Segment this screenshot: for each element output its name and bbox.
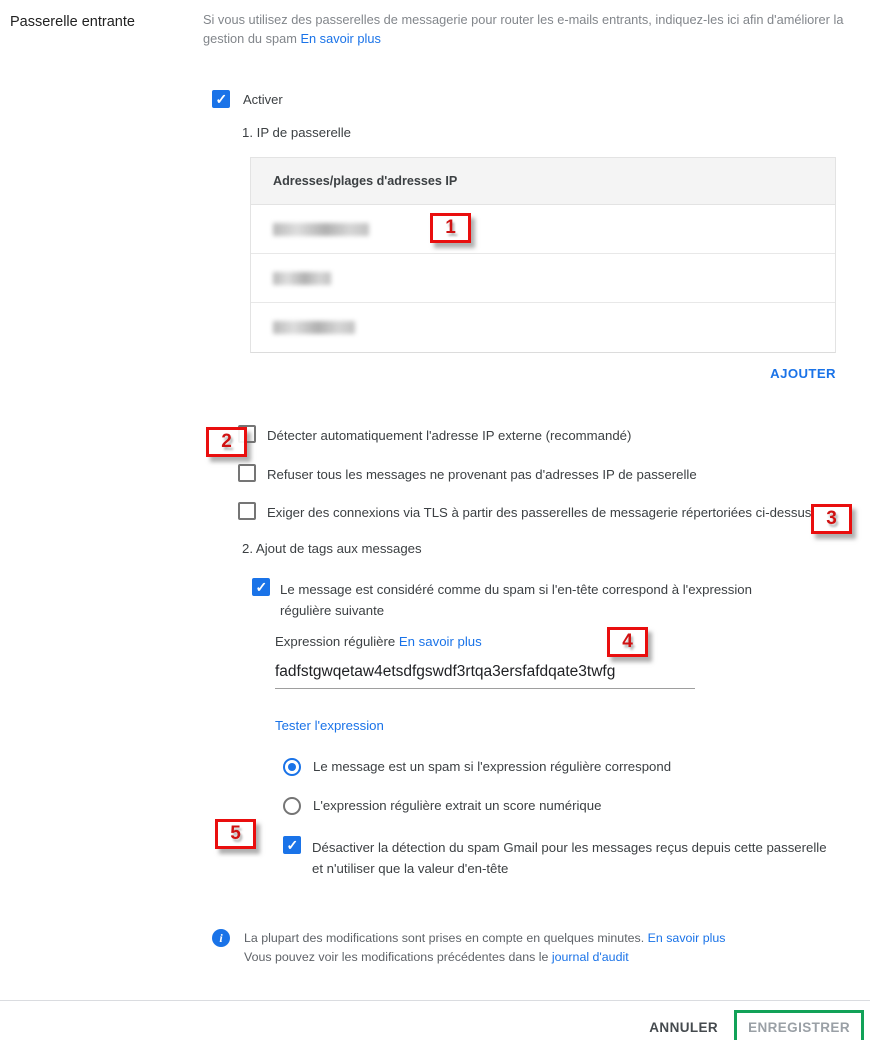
redacted-ip-value <box>273 321 355 334</box>
regex-input[interactable] <box>275 659 695 689</box>
spam-header-checkbox[interactable] <box>252 578 270 596</box>
test-expression-row <box>275 718 853 733</box>
option-label: Refuser tous les messages ne provenant pas d'adresses IP de passerelle <box>267 466 697 482</box>
save-button-highlight <box>734 1010 864 1040</box>
disable-gmail-spam-label: Désactiver la détection du spam Gmail pour les messages reçus depuis cette passerelle et n'utiliser que la valeur d'en-tête <box>312 839 827 877</box>
description-text: Si vous utilisez des passerelles de messagerie pour router les e-mails entrants, indiquez-les ici afin d'améliorer la gestion du spam <box>203 12 844 47</box>
gateway-options <box>238 425 853 523</box>
info-icon: i <box>212 929 230 947</box>
page-title: Passerelle entrante <box>10 14 135 30</box>
spam-if-match-radio[interactable] <box>283 758 301 776</box>
spam-header-label: Le message est considéré comme du spam si l'en-tête correspond à l'expression régulière suivante <box>280 581 752 618</box>
radio-spam-if-match <box>283 758 853 776</box>
enable-label: Activer <box>243 91 283 107</box>
regex-mode-radio-group <box>283 758 853 815</box>
footer-actions <box>0 1001 870 1040</box>
add-row <box>203 366 836 381</box>
disable-gmail-spam-row <box>283 836 853 879</box>
annotation-badge-1: 1 <box>430 213 471 243</box>
save-button[interactable]: ENREGISTRER <box>737 1013 861 1040</box>
radio-label: L'expression régulière extrait un score numérique <box>313 798 602 814</box>
info-line1: La plupart des modifications sont prises en compte en quelques minutes. <box>244 931 645 946</box>
table-row[interactable] <box>251 303 835 352</box>
require-tls-checkbox[interactable] <box>238 502 256 520</box>
redacted-ip-value <box>273 272 331 285</box>
gateway-ip-section-title: 1. IP de passerelle <box>242 125 351 141</box>
gateway-ip-table <box>250 157 836 353</box>
radio-extract-score <box>283 797 853 815</box>
option-reject-non-gateway <box>238 464 853 485</box>
info-line2: Vous pouvez voir les modifications précédentes dans le <box>244 949 549 964</box>
regex-label: Expression régulière <box>275 633 396 649</box>
learn-more-link[interactable]: En savoir plus <box>300 31 381 47</box>
option-require-tls <box>238 502 853 523</box>
radio-label: Le message est un spam si l'expression régulière correspond <box>313 759 672 775</box>
table-row[interactable] <box>251 205 835 254</box>
spam-header-row <box>252 578 853 621</box>
option-detect-external-ip <box>238 425 853 446</box>
enable-checkbox[interactable] <box>212 90 230 108</box>
redacted-ip-value <box>273 223 369 236</box>
test-expression-link[interactable]: Tester l'expression <box>275 717 384 733</box>
info-note <box>212 929 853 966</box>
regex-learn-more-link[interactable]: En savoir plus <box>398 633 482 649</box>
enable-row <box>212 90 853 108</box>
ip-table-header: Adresses/plages d'adresses IP <box>251 158 835 205</box>
reject-non-gateway-checkbox[interactable] <box>238 464 256 482</box>
setting-description <box>203 10 848 48</box>
annotation-badge-3: 3 <box>811 504 852 534</box>
message-tagging-section-title: 2. Ajout de tags aux messages <box>242 540 422 556</box>
add-button[interactable]: AJOUTER <box>770 366 836 382</box>
audit-log-link[interactable]: journal d'audit <box>551 949 629 964</box>
table-row[interactable] <box>251 254 835 303</box>
option-label: Exiger des connexions via TLS à partir des passerelles de messagerie répertoriées ci-dessus <box>267 505 812 521</box>
option-label: Détecter automatiquement l'adresse IP externe (recommandé) <box>267 428 632 444</box>
setting-label-column <box>0 0 203 966</box>
annotation-badge-5: 5 <box>215 819 256 849</box>
extract-score-radio[interactable] <box>283 797 301 815</box>
annotation-badge-4: 4 <box>607 627 648 657</box>
disable-gmail-spam-checkbox[interactable] <box>283 836 301 854</box>
setting-content-column <box>203 0 870 966</box>
annotation-badge-2: 2 <box>206 427 247 457</box>
cancel-button[interactable]: ANNULER <box>635 1012 732 1040</box>
info-text <box>244 929 725 966</box>
info-learn-more-link[interactable]: En savoir plus <box>647 931 726 946</box>
regex-label-row <box>275 634 853 649</box>
